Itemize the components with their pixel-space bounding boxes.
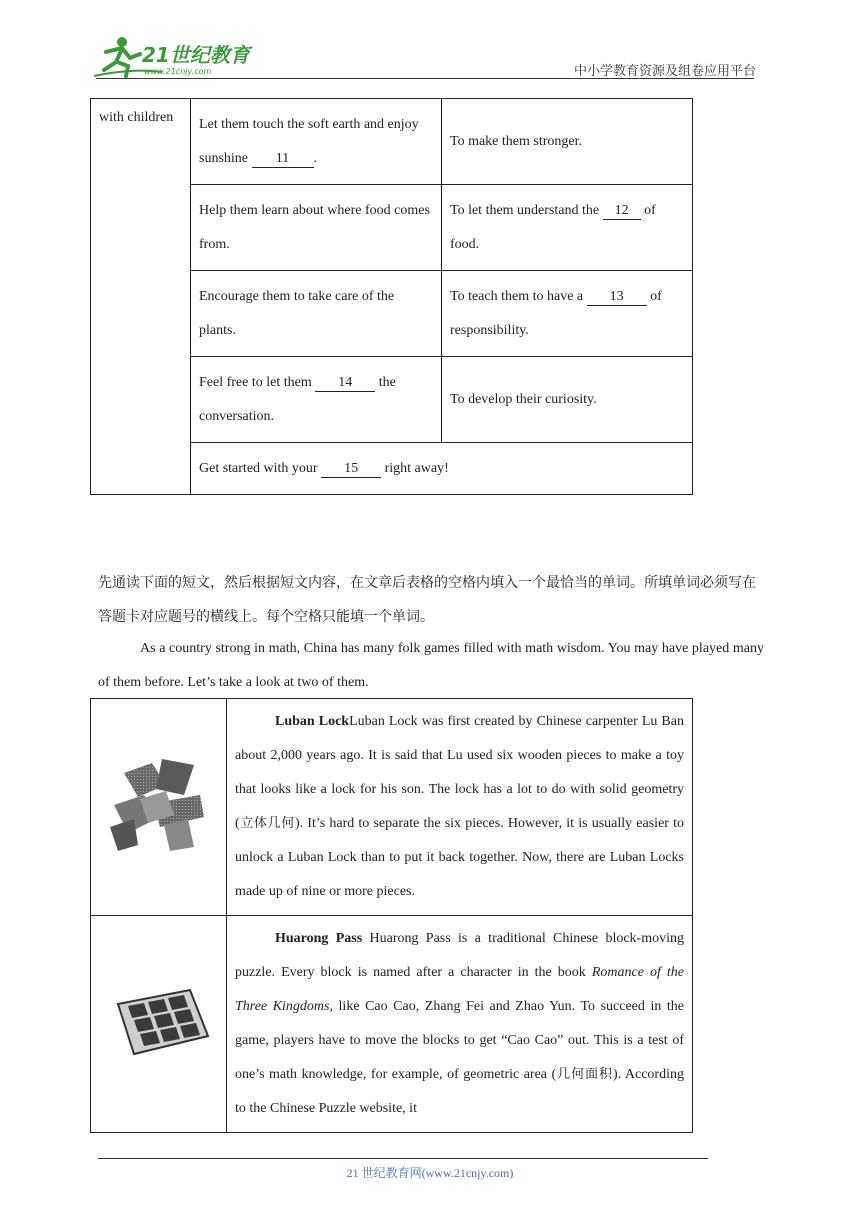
platform-name: 中小学教育资源及组卷应用平台 [573,63,756,78]
table-row [91,699,693,916]
category-cell: with children [91,99,191,495]
action-cell: Feel free to let them 14 the conversation. [191,357,442,443]
blank-13[interactable]: 13 [587,289,647,306]
intro-paragraph: As a country strong in math, China has many folk games filled with math wisdom. You may have played many of them before. Let’s take a look at two of them. [98,641,764,690]
huarong-pass-description: Huarong Pass Huarong Pass is a traditional Chinese block-moving puzzle. Every block is named after a character in the book Romance of the Three Kingdoms, like Cao Cao, Zhang Fei and Zhao Yun. To succeed in the game, players have to move the blocks to get “Cao Cao” out. This is a test of one’s math knowledge, for example, of geometric area (几何面积). According to the Chinese Puzzle website, it [227,916,693,1133]
activities-table [90,98,693,495]
luban-lock-title: Luban Lock [275,714,350,729]
luban-lock-image [91,699,227,916]
table-row [91,916,693,1133]
blank-15[interactable]: 15 [321,461,381,478]
blank-14[interactable]: 14 [315,375,375,392]
table-row [91,99,693,185]
purpose-cell: To make them stronger. [442,99,693,185]
summary-cell: Get started with your 15 right away! [191,443,693,495]
games-table [90,698,693,1133]
purpose-cell: To teach them to have a 13 of responsibility. [442,271,693,357]
footer-link[interactable]: 21 世纪教育网(www.21cnjy.com) [346,1166,514,1180]
runner-logo-icon [92,32,262,80]
instructions: 先通读下面的短文，然后根据短文内容，在文章后表格的空格内填入一个最恰当的单词。所填单词必须写在答题卡对应题号的横线上。每个空格只能填一个单词。 [98,575,756,625]
blank-11[interactable]: 11 [252,151,314,168]
action-cell: Encourage them to take care of the plants. [191,271,442,357]
book-title: Romance of the Three Kingdoms, [235,965,684,1014]
huarong-pass-image [91,916,227,1133]
purpose-cell: To let them understand the 12 of food. [442,185,693,271]
action-cell: Let them touch the soft earth and enjoy sunshine 11 . [191,99,442,185]
logo-url: www.21cnjy.com [144,67,212,76]
logo-text: 21世纪教育 [142,43,250,67]
luban-lock-icon [104,755,214,855]
site-logo [92,32,262,80]
blank-12[interactable]: 12 [603,203,641,220]
footer-divider [98,1158,708,1159]
huarong-pass-title: Huarong Pass [275,931,363,946]
purpose-cell: To develop their curiosity. [442,357,693,443]
huarong-pass-icon [104,982,214,1062]
action-cell: Help them learn about where food comes from. [191,185,442,271]
luban-lock-description: Luban LockLuban Lock was first created by Chinese carpenter Lu Ban about 2,000 years ago. It is said that Lu used six wooden pieces to make a toy that looks like a lock for his son. The lock has a lot to do with solid geometry (立体几何). It’s hard to separate the six pieces. However, it is usually easier to unlock a Luban Lock than to put it back together. Now, there are Luban Locks made up of nine or more pieces. [227,699,693,916]
header-divider [96,78,754,79]
